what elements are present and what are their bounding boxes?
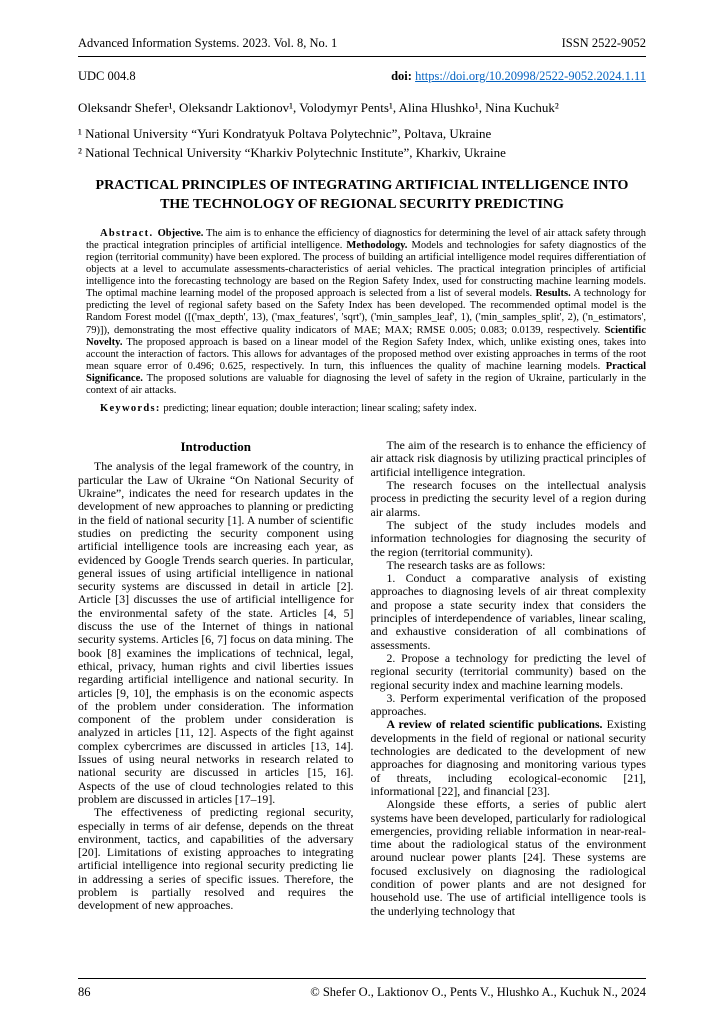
page-header	[78, 36, 646, 57]
meta-row	[78, 69, 646, 84]
intro-paragraph-1: The analysis of the legal framework of the country, in particular the Law of Ukraine “On National Security of Ukraine”, indicates the need for research updates in the development of new approaches to planning or predicting in the field of national security [1]. A number of scientific studies on predicting the security component using artificial intelligence tools are increasing each year, as evidenced by Google Trends search queries. In particular, general issues of using artificial intelligence in national security systems are discussed in detail in article [2]. Article [3] discusses the use of artificial intelligence for the environmental safety of the state. Articles [4, 5] discuss the use of the Internet of things in national security systems. Articles [6, 7] focus on data mining. The book [8] examines the implications of technical, legal, ethical, privacy, human rights and civil liberties issues regarding artificial intelligence and national security. In articles [9, 10], the emphasis is on the economic aspects of the problem under consideration. The information component of the problem under consideration is analyzed in articles [11, 12]. Aspects of the fight against complex cybercrimes are discussed in articles [13, 14]. Issues of using neural networks in research related to national security are discussed in articles [15, 16]. Aspects of the use of cloud technologies related to this problem are discussed in articles [17–19].	[78, 459, 354, 806]
page-footer	[78, 978, 646, 1000]
paper-title: PRACTICAL PRINCIPLES OF INTEGRATING ARTIFICIAL INTELLIGENCE INTO THE TECHNOLOGY OF REGIONAL SECURITY PREDICTING	[95, 178, 629, 212]
aim-paragraph	[371, 439, 647, 479]
subject-paragraph	[371, 519, 647, 559]
doi-row	[391, 69, 646, 84]
paragraph-text: The research tasks are as follows:	[386, 557, 546, 572]
journal-title: Advanced Information Systems. 2023. Vol. 8, No. 1	[78, 36, 338, 50]
paragraph-text: 1. Conduct a comparative analysis of existing approaches to diagnosing levels of air threat complexity and propose a state security index that considers the principles of interdependence of variables, linear scaling, and exhaustive consideration of all combinations of assessments.	[370, 571, 646, 652]
abstract-objective-text: The aim is to enhance the efficiency of diagnostics for determining the level of air attack safety through the practical integration principles of artificial intelligence.	[86, 227, 646, 251]
copyright-line: © Shefer O., Laktionov O., Pents V., Hlushko A., Kuchuk N., 2024	[310, 985, 646, 999]
paragraph-text: The subject of the study includes models and information technologies for diagnosing the security of the region (territorial community).	[370, 517, 646, 559]
keywords-text: predicting; linear equation; double interaction; linear scaling; safety index.	[160, 403, 477, 415]
task-item-3	[371, 692, 647, 719]
alert-systems-paragraph	[371, 798, 647, 918]
affiliations	[78, 126, 646, 161]
abstract-objective-label: Objective.	[157, 227, 204, 239]
paragraph-text: Existing developments in the field of regional or national security technologies are dedicated to the development of new approaches for diagnosing and monitoring various types of threats, including ecological-economic [21], informational [22], and financial [23].	[370, 717, 646, 798]
abstract-methodology-text: Models and technologies for safety diagnostics of the region (territorial community) have been explored. The process of building an artificial intelligence model requires differentiation of objects at a level to accumulate assessments-characteristics of aerial vehicles. The practical integration principles of artificial intelligence into the forecasting technology are based on the Region Safety Index, used for constructing machine learning models. The optimal machine learning model of the proposed approach is selected from a list of several models.	[86, 239, 646, 300]
paragraph-text: 2. Propose a technology for predicting the level of regional security (territorial community) based on the regional security index and machine learning models.	[370, 650, 646, 692]
review-paragraph	[371, 718, 647, 798]
udc-label: UDC 004.8	[78, 69, 136, 83]
task-item-2	[371, 652, 647, 692]
paragraph-text: The aim of the research is to enhance the efficiency of air attack risk diagnosis by utilizing practical principles of artificial intelligence integration.	[370, 438, 646, 479]
right-column	[371, 439, 647, 918]
focus-paragraph	[371, 479, 647, 519]
abstract-novelty-label: Scientific Novelty.	[86, 324, 646, 348]
abstract-methodology-label: Methodology.	[346, 239, 408, 251]
abstract-paragraph	[86, 228, 646, 397]
doi-link[interactable]: https://doi.org/10.20998/2522-9052.2024.1.11	[415, 69, 646, 83]
paragraph-text: 3. Perform experimental verification of the proposed approaches.	[370, 690, 646, 719]
abstract-significance-label: Practical Significance.	[86, 360, 646, 384]
task-item-1	[371, 572, 647, 652]
abstract-results-text: A technology for predicting the level of regional safety based on the Safety Index has been developed. The recommended optimal model is the Random Forest model ([('max_depth', 13), ('max_features', 'sqrt'), ('min_samples_leaf', 1), ('min_samples_split', 2), ('n_estimators', 79)]), demonstrating the most effective quality indicators of MAE; MAX; RMSE 0.005; 0.083; 0.0139, respectively.	[86, 288, 646, 336]
paragraph-text: The research focuses on the intellectual analysis process in predicting the security level of a region during air alarms.	[370, 478, 646, 519]
intro-paragraph-2: The effectiveness of predicting regional security, especially in terms of air defense, depends on the threat environment, tactics, and capabilities of the adversary [20]. Limitations of existing approaches to integrating artificial intelligence into regional security predicting lie in addressing a series of specific issues. Therefore, the problem is partially resolved and requires the development of new approaches.	[78, 805, 354, 913]
paragraph-lead: A review of related scientific publications.	[386, 717, 603, 732]
left-column	[78, 439, 354, 918]
abstract-novelty-text: The proposed approach is based on a linear model of the Region Safety Index, which, unlike existing ones, takes into account the interaction of factors. This allows for advantages of the proposed method over existing approaches in terms of the root mean square error of 0.496; 0.625, respectively. In turn, this influences the quality of machine learning models.	[86, 336, 646, 372]
abstract-results-label: Results.	[535, 288, 571, 300]
keywords-line	[86, 403, 646, 415]
affiliation-1: ¹ National University “Yuri Kondratyuk Poltava Polytechnic”, Poltava, Ukraine	[78, 126, 492, 141]
authors-line: Oleksandr Shefer¹, Oleksandr Laktionov¹, Volodymyr Pents¹, Alina Hlushko¹, Nina Kuchuk²	[78, 100, 559, 115]
tasks-intro-paragraph	[371, 559, 647, 572]
section-heading-introduction: Introduction	[180, 439, 252, 455]
keywords-label: Keywords:	[100, 403, 161, 415]
paragraph-text: Alongside these efforts, a series of public alert systems have been developed, particularly for radiological emergencies, providing reliable information in near-real-time about the radiological status of the environment around nuclear power plants [24]. These systems are focused exclusively on diagnosing the radiological condition of power plants and are not designed for household use. The use of artificial intelligence tools is the underlying technology that	[370, 797, 646, 918]
issn-label: ISSN 2522-9052	[561, 36, 646, 50]
two-column-body	[78, 439, 646, 918]
doi-label: doi:	[391, 69, 416, 83]
affiliation-2: ² National Technical University “Kharkiv Polytechnic Institute”, Kharkiv, Ukraine	[78, 145, 506, 160]
abstract-lead: Abstract.	[100, 227, 158, 239]
abstract-significance-text: The proposed solutions are valuable for diagnosing the level of safety in the region of Ukraine, particularly in the context of air attacks.	[86, 372, 646, 396]
page-number: 86	[78, 985, 91, 999]
